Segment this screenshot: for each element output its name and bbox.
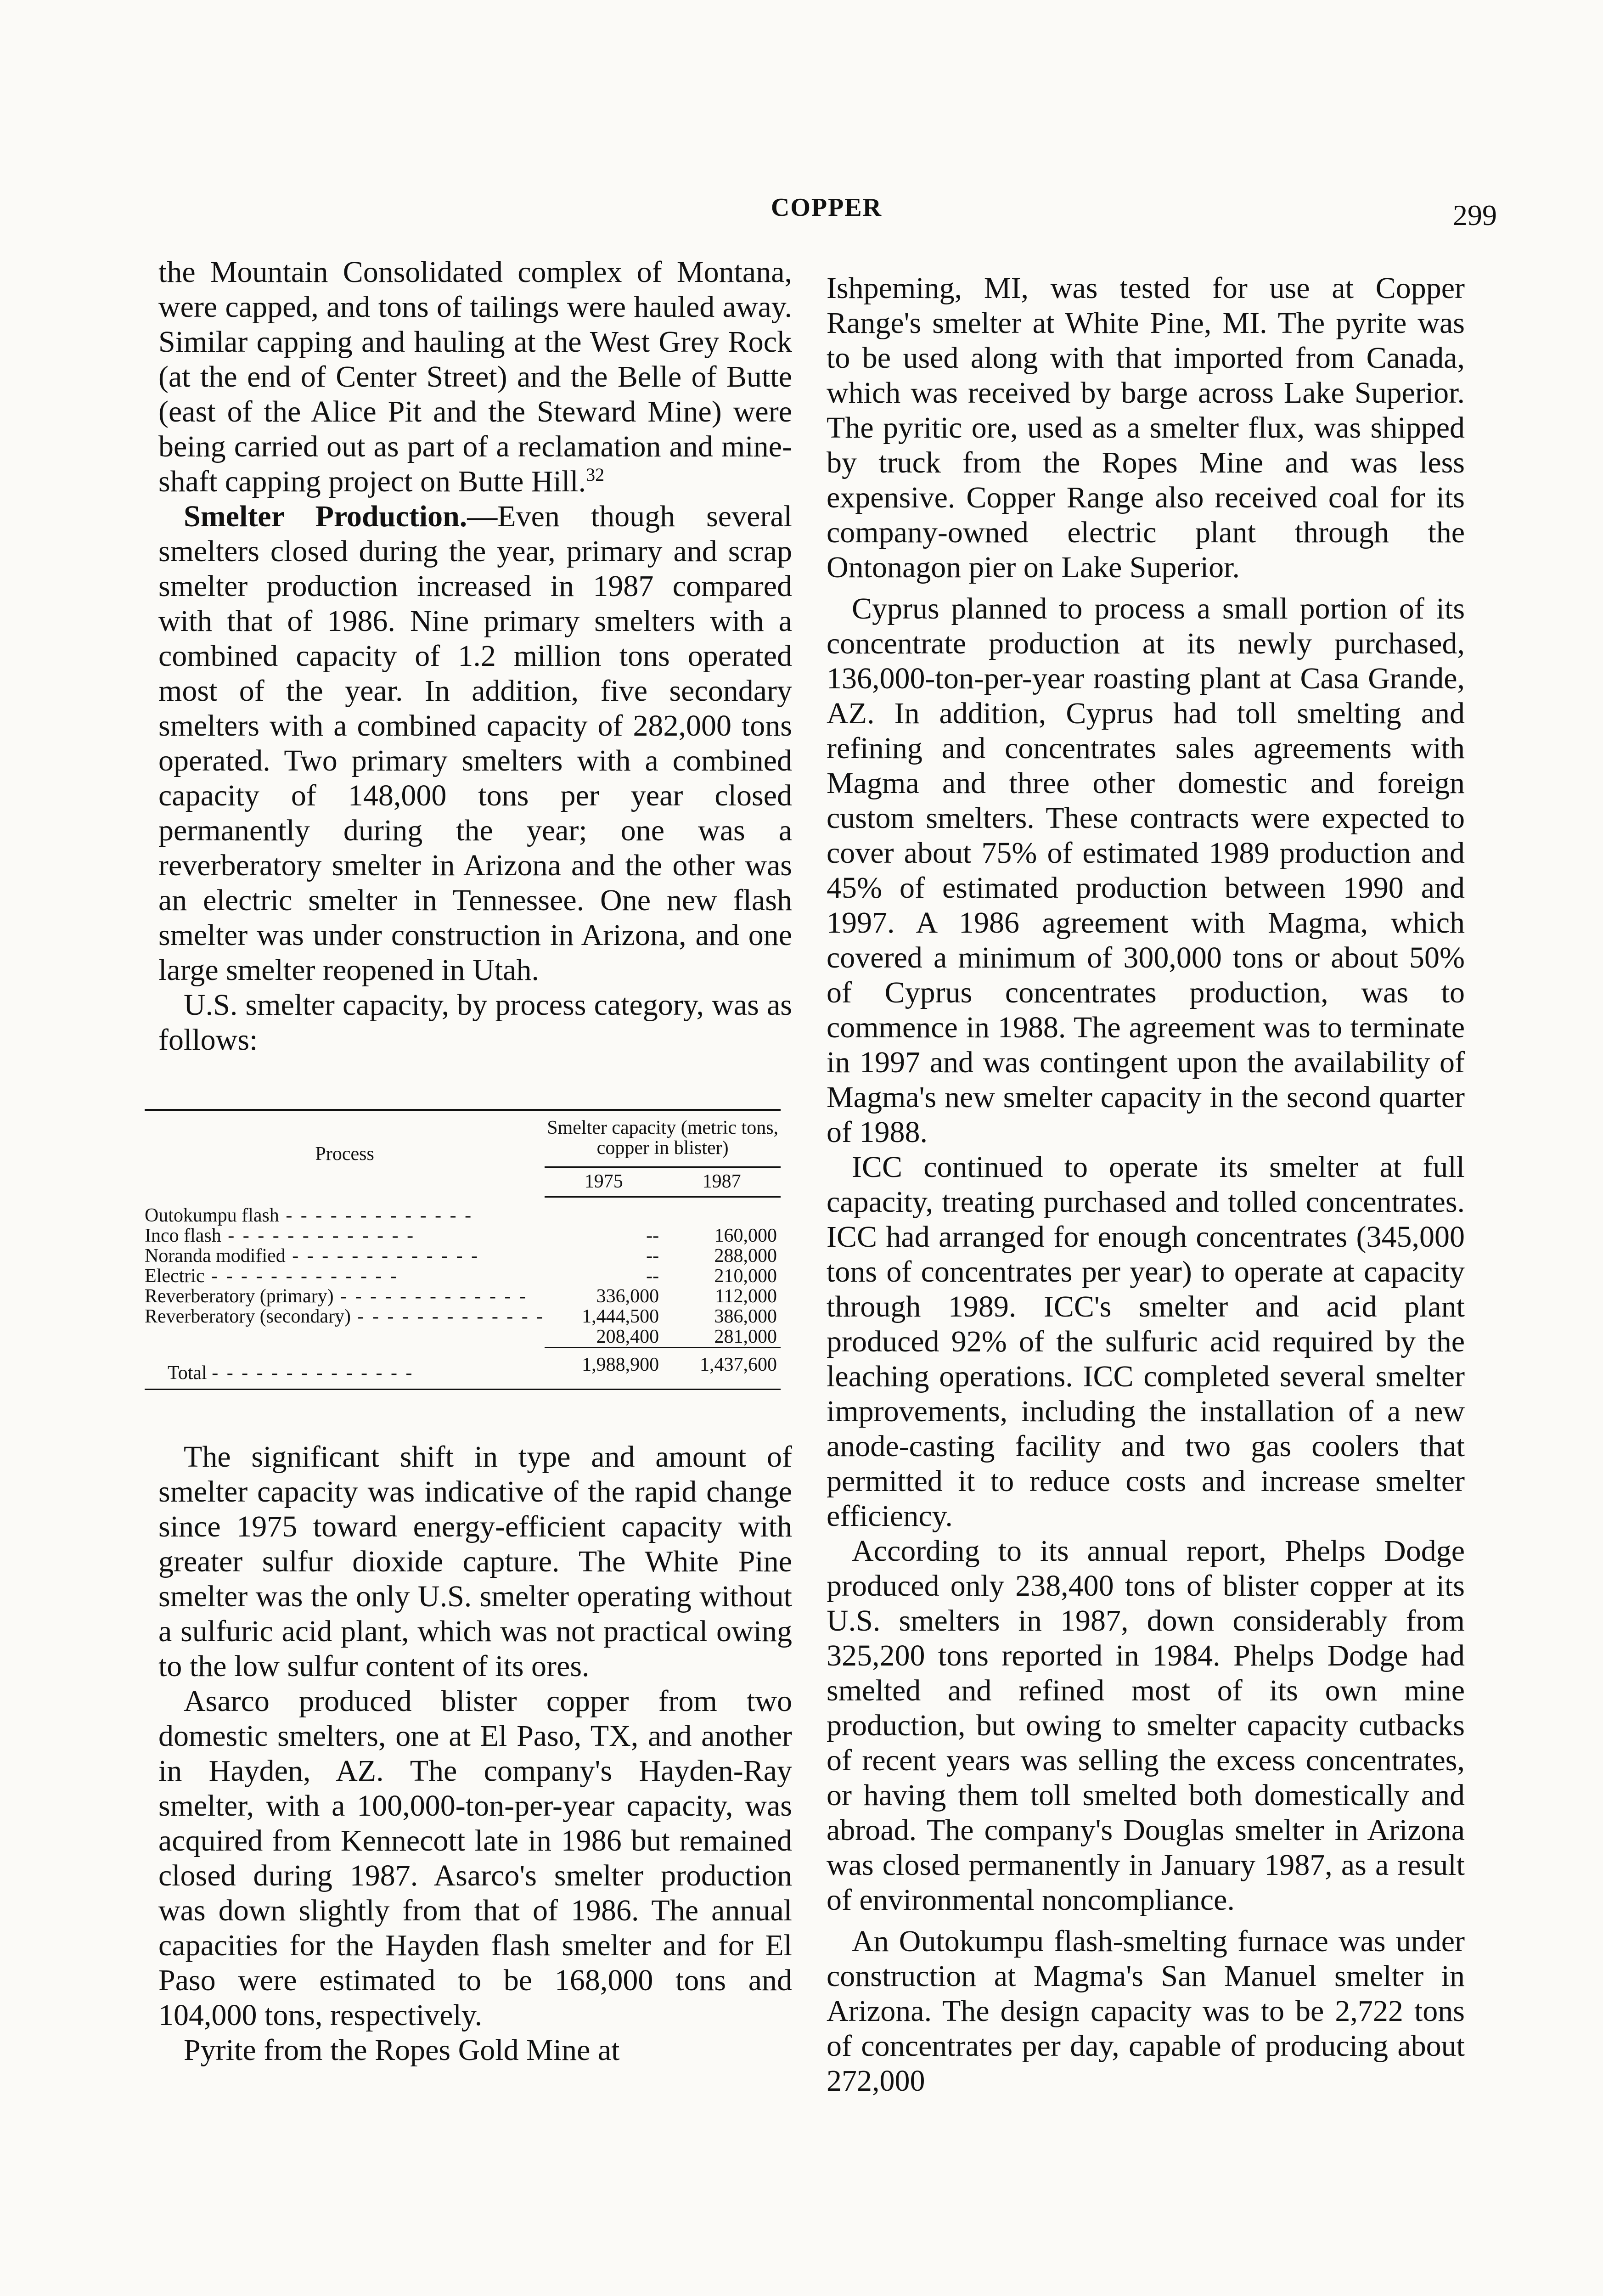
paragraph-pyrite: Pyrite from the Ropes Gold Mine at [184, 2033, 620, 2067]
value-cell-1987: 288,000 [714, 1245, 777, 1266]
process-cell [145, 1306, 545, 1327]
process-cell [145, 1327, 545, 1348]
left-column [145, 255, 792, 2068]
value-cell-1987: 160,000 [714, 1225, 777, 1246]
paragraph-smelter-production [158, 499, 792, 988]
process-cell [145, 1266, 545, 1286]
year-header-1975: 1975 [545, 1167, 663, 1197]
dot-leader: - - - - - - - - - - - - - [285, 1245, 480, 1266]
process-name: Electric [145, 1266, 205, 1286]
process-cell [145, 1197, 545, 1226]
paragraph-asarco: Asarco produced blister copper from two domestic smelters, one at El Paso, TX, and another in Hayden, AZ. The company's Hayden-Ray smelter, with a 100,000-ton-per-year capacity, was acquired from Kennecott late in 1986 but remained closed during 1987. Asarco's smelter production was down slightly from that of 1986. The annual capacities for the Hayden flash smelter and for El Paso were estimated to be 168,000 tons and 104,000 tons, respectively. [158, 1684, 792, 2032]
dot-leader: - - - - - - - - - - - - - [333, 1286, 528, 1306]
table-row [145, 1226, 781, 1246]
bottom-rule [145, 1389, 781, 1390]
process-name: Inco flash [145, 1225, 221, 1246]
value-cell-1975: -- [646, 1265, 659, 1287]
paragraph-cyprus: Cyprus planned to process a small portion of its concentrate production at its newly purchased, 136,000-ton-per-year roasting plant at Casa Grande, AZ. In addition, Cyprus had toll smelting and refining and concentrates sales agreements with Magma and three other domestic and foreign custom smelters. These contracts were expected to cover about 75% of estimated 1989 production and 45% of estimated production between 1990 and 1997. A 1986 agreement with Magma, which covered a minimum of 300,000 tons or about 50% of Cyprus concentrates production, was to commence in 1988. The agreement was to terminate in 1997 and was contingent upon the availability of Magma's new smelter capacity in the second quarter of 1988. [827, 592, 1465, 1149]
dot-leader: - - - - - - - - - - - - - [204, 1266, 399, 1286]
total-label-cell [145, 1347, 545, 1389]
table-header-row [145, 1110, 781, 1167]
process-name: Noranda modified [145, 1245, 286, 1266]
value-cell-1975: 336,000 [596, 1285, 659, 1307]
table-body [145, 1197, 781, 1348]
table-row [145, 1266, 781, 1286]
table-total-row [145, 1347, 781, 1389]
heading-dash: — [467, 500, 498, 533]
process-column-header: Process [315, 1143, 374, 1165]
value-cell-1987: 112,000 [715, 1285, 777, 1307]
capacity-column-header: Smelter capacity (metric tons, copper in blister) [545, 1110, 781, 1167]
dot-leader: - - - - - - - - - - - - - [279, 1204, 473, 1226]
year-header-1987: 1987 [663, 1167, 781, 1197]
total-1975-cell: 1,988,900 [545, 1347, 663, 1389]
paragraph-ishpeming: Ishpeming, MI, was tested for use at Copper Range's smelter at White Pine, MI. The pyrite was to be used along with that imported from Canada, which was received by barge across Lake Superior. The pyritic ore, used as a smelter flux, was shipped by truck from the Ropes Mine and was less expensive. Copper Range also received coal for its company-owned electric plant through the Ontonagon pier on Lake Superior. [827, 271, 1465, 584]
process-cell [145, 1286, 545, 1306]
process-name: Outokumpu flash [145, 1204, 279, 1226]
value-cell-1987: 386,000 [714, 1306, 777, 1327]
running-head: COPPER [771, 193, 883, 222]
table-row [145, 1327, 781, 1348]
value-cell-1975 [545, 1197, 663, 1226]
value-cell-1975: -- [646, 1225, 659, 1246]
value-cell-1975: 208,400 [596, 1326, 659, 1347]
total-label: Total [168, 1362, 207, 1384]
process-name: Reverberatory (primary) [145, 1286, 334, 1306]
page-number: 299 [1453, 199, 1497, 231]
paragraph-outokumpu: An Outokumpu flash-smelting furnace was under construction at Magma's San Manuel smelter in Arizona. The design capacity was to be 2,722 tons of concentrates per day, capable of producing about 272,000 [827, 1925, 1465, 2098]
table-row [145, 1246, 781, 1266]
table-bottom-rule [145, 1389, 781, 1390]
paragraph-text: Even though several smelters closed during the year, primary and scrap smelter production increased in 1987 compared with that of 1986. Nine primary smelters with a combined capacity of 1.2 million tons operated most of the year. In addition, five secondary smelters with a combined capacity of 282,000 tons operated. Two primary smelters with a combined capacity of 148,000 tons per year closed permanently during the year; one was a reverberatory smelter in Arizona and the other was an electric smelter in Tennessee. One new flash smelter was under construction in Arizona, and one large smelter reopened in Utah. [158, 500, 792, 987]
paragraph-mountain-consolidated [158, 255, 792, 499]
paragraph-text: the Mountain Consolidated complex of Montana, were capped, and tons of tailings were hauled away. Similar capping and hauling at the West Grey Rock (at the end of Center Street) and the Belle of Butte (east of the Alice Pit and the Steward Mine) were being carried out as part of a reclamation and mine-shaft capping project on Butte Hill. [158, 255, 792, 498]
process-name: Reverberatory (secondary) [145, 1306, 351, 1327]
value-cell-1987: 210,000 [714, 1265, 777, 1287]
capacity-table [145, 1109, 781, 1390]
value-cell-1987 [663, 1197, 781, 1226]
footnote-ref: 32 [586, 464, 605, 485]
right-column [827, 271, 1465, 2099]
process-cell [145, 1246, 545, 1266]
total-1987-cell: 1,437,600 [663, 1347, 781, 1389]
dot-leader: - - - - - - - - - - - - - [350, 1306, 545, 1327]
value-cell-1975: 1,444,500 [582, 1306, 659, 1327]
paragraph-significant-shift: The significant shift in type and amount of smelter capacity was indicative of the rapid change since 1975 toward energy-efficient capacity with greater sulfur dioxide capture. The White Pine smelter was the only U.S. smelter operating without a sulfuric acid plant, which was not practical owing to the low sulfur content of its ores. [158, 1440, 792, 1683]
table-row [145, 1306, 781, 1327]
paragraph-capacity-intro: U.S. smelter capacity, by process category, was as follows: [158, 988, 792, 1057]
paragraph-phelps-dodge: According to its annual report, Phelps Dodge produced only 238,400 tons of blister copper at its U.S. smelters in 1987, down considerably from 325,200 tons reported in 1984. Phelps Dodge had smelted and refined most of its own mine production, but owing to smelter capacity cutbacks of recent years was selling the excess concentrates, or having them toll smelted both domestically and abroad. The company's Douglas smelter in Arizona was closed permanently in January 1987, as a result of environmental noncompliance. [827, 1534, 1465, 1917]
table-row [145, 1286, 781, 1306]
value-cell-1987: 281,000 [714, 1326, 777, 1347]
value-cell-1975: -- [646, 1245, 659, 1266]
process-cell [145, 1226, 545, 1246]
dot-leader: - - - - - - - - - - - - - [221, 1225, 416, 1246]
table-row [145, 1197, 781, 1226]
section-heading: Smelter Production. [184, 500, 467, 533]
paragraph-icc: ICC continued to operate its smelter at full capacity, treating purchased and tolled concentrates. ICC had arranged for enough concentrates (345,000 tons of concentrates per year) to operate at capacity through 1989. ICC's smelter and acid plant produced 92% of the sulfuric acid required by the leaching operations. ICC completed several smelter improvements, including the installation of a new anode-casting facility and two gas coolers that permitted it to reduce costs and increase smelter efficiency. [827, 1150, 1465, 1533]
smelter-capacity-table [145, 1109, 781, 1390]
dot-leader: - - - - - - - - - - - - - - [212, 1362, 414, 1384]
